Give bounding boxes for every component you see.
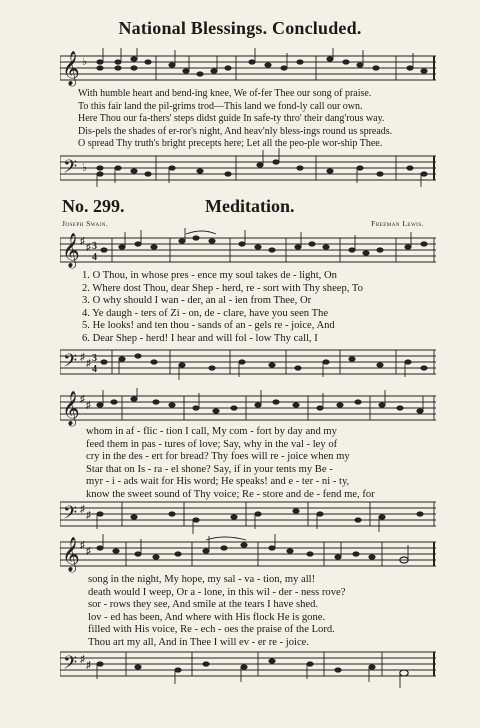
svg-text:♯: ♯: [86, 660, 91, 671]
music-staff-graphic: [60, 228, 436, 270]
svg-text:𝄞: 𝄞: [62, 538, 80, 571]
verse-line: 6. Dear Shep - herd! I hear and will fol - low Thy call, I: [82, 332, 318, 344]
music-credit: Freeman Lewis.: [371, 219, 424, 228]
music-staff-graphic: [60, 388, 436, 428]
svg-text:♯: ♯: [80, 654, 85, 665]
svg-text:4: 4: [92, 364, 97, 375]
music-staff-graphic: [60, 496, 436, 536]
verse-line: feed them in pas - tures of love; Say, why in the val - ley of: [86, 438, 338, 450]
hymn-number: No. 299.: [62, 196, 125, 216]
verse-line: know the sweet sound of Thy voice; Re - store and de - fend me, for: [86, 488, 375, 500]
music-staff-graphic: [60, 646, 436, 690]
verse-line: Here Thou our fa-thers' steps didst guide In safe-ty thro' their dang'rous way.: [78, 113, 385, 125]
verse-line: whom in af - flic - tion I call, My com - fort by day and my: [86, 426, 337, 437]
system-2-treble-staff: [60, 388, 436, 428]
svg-text:3: 3: [92, 241, 97, 252]
system-1-bass-staff: [60, 344, 436, 386]
verse-line: 4. Ye daugh - ters of Zi - on, de - clare, have you seen The: [82, 307, 329, 319]
verse-line: O spread Thy truth's bright precepts here; Let all the peo-ple wor-ship Thee.: [78, 138, 383, 150]
system-1-treble-staff: [60, 228, 436, 270]
system-3-lyrics: [88, 574, 442, 650]
music-staff-graphic: [60, 344, 436, 386]
verse-line: Dis-pels the shades of er-ror's night, And heav'nly bless-ings round us spreads.: [78, 125, 393, 137]
system-2-lyrics: [86, 426, 442, 502]
svg-text:𝄢: 𝄢: [63, 156, 78, 181]
hymn-1-verses: [78, 88, 448, 151]
verse-line: lov - ed has been, And where with His flock He is gone.: [88, 611, 326, 623]
hymn-1-bass-staff: [60, 148, 436, 188]
svg-text:♯: ♯: [80, 236, 85, 247]
verse-line: Thou art my all, And in Thee I will ev - er re - joice.: [88, 636, 310, 648]
verse-line: With humble heart and bend-ing knee, We of-fer Thee our song of praise.: [78, 88, 372, 99]
svg-text:♯: ♯: [80, 504, 85, 515]
verse-line: 5. He looks! and ten thou - sands of an - gels re - joice, And: [82, 320, 335, 332]
verse-line: Star that on Is - ra - el shone? Say, if in your tents my Be -: [86, 463, 333, 475]
svg-text:3: 3: [92, 353, 97, 364]
verse-line: cry in the des - ert for bread? Thy foes will re - joice when my: [86, 451, 350, 463]
svg-text:♯: ♯: [86, 242, 91, 253]
words-credit: Joseph Swain.: [62, 219, 109, 228]
hymn-1-title: National Blessings. Concluded.: [118, 18, 362, 38]
verse-line: 3. O why should I wan - der, an al - ien from Thee, Or: [82, 295, 312, 307]
verse-line: 1. O Thou, in whose pres - ence my soul takes de - light, On: [82, 270, 337, 281]
music-staff-graphic: [60, 534, 436, 574]
svg-text:𝄞: 𝄞: [62, 234, 80, 267]
svg-text:♯: ♯: [80, 540, 85, 551]
svg-text:♯: ♯: [80, 394, 85, 405]
svg-text:♭: ♭: [82, 162, 88, 174]
verse-line: 2. Where dost Thou, dear Shep - herd, re - sort with Thy sheep, To: [82, 282, 363, 294]
hymn-1-treble-staff: [60, 48, 436, 88]
svg-text:♯: ♯: [86, 358, 91, 369]
system-3-treble-staff: [60, 534, 436, 574]
system-2-bass-staff: [60, 496, 436, 536]
svg-text:𝄞: 𝄞: [62, 392, 80, 425]
music-staff-graphic: [60, 148, 436, 188]
svg-text:𝄢: 𝄢: [63, 350, 78, 375]
verse-line: filled with His voice, Re - ech - oes the praise of the Lord.: [88, 624, 335, 636]
hymn-2-title: Meditation.: [205, 196, 295, 216]
svg-text:♯: ♯: [86, 510, 91, 521]
svg-text:♭: ♭: [82, 56, 88, 68]
svg-text:𝄢: 𝄢: [63, 502, 78, 527]
system-1-lyrics: [82, 270, 442, 346]
svg-text:♯: ♯: [80, 352, 85, 363]
system-3-bass-staff: [60, 646, 436, 690]
verse-line: sor - rows they see, And smile at the tears I have shed.: [88, 599, 319, 611]
verse-line: song in the night, My hope, my sal - va - tion, my all!: [88, 574, 316, 585]
verse-line: death would I weep, Or a - lone, in this wil - der - ness rove?: [88, 586, 346, 598]
music-staff-graphic: [60, 48, 436, 88]
verse-line: myr - i - ads wait for His word; He speaks! and e - ter - ni - ty,: [86, 476, 350, 488]
svg-text:♯: ♯: [86, 400, 91, 411]
svg-text:𝄢: 𝄢: [63, 652, 78, 677]
svg-text:♯: ♯: [86, 546, 91, 557]
svg-text:4: 4: [92, 252, 97, 263]
verse-line: To this fair land the pil-grims trod—This land we fond-ly call our own.: [78, 100, 363, 112]
svg-text:𝄞: 𝄞: [62, 51, 80, 86]
